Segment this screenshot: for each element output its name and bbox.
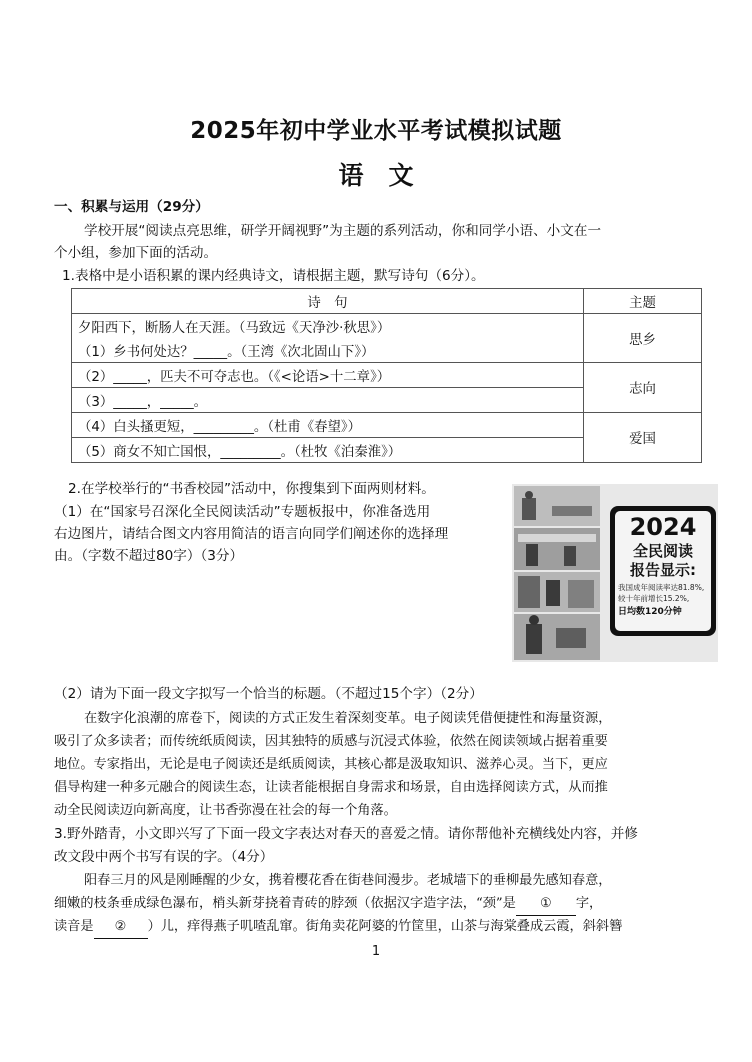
col-header-poem: 诗 句 bbox=[72, 289, 584, 314]
exam-title: 2025年初中学业水平考试模拟试题 bbox=[190, 118, 562, 144]
theme-cell-homesick: 思乡 bbox=[584, 314, 702, 363]
poem-cell: （5）商女不知亡国恨，_________。（杜牧《泊秦淮》） bbox=[72, 438, 584, 463]
q3-passage-line1: 阳春三月的风是刚睡醒的少女，携着樱花香在街巷间漫步。老城墙下的垂柳最先感知春意， bbox=[84, 873, 612, 888]
section-heading: 一、积累与运用（29分） bbox=[54, 199, 209, 215]
col-header-theme: 主题 bbox=[584, 289, 702, 314]
q3-passage-line3 bbox=[54, 915, 622, 939]
q2-stem: 2.在学校举行的“书香校园”活动中，你搜集到下面两则材料。 bbox=[68, 481, 435, 497]
poem-table bbox=[71, 288, 702, 463]
section-intro-line1: 学校开展“阅读点亮思维，研学开阔视野”为主题的系列活动，你和同学小语、小文在一 bbox=[84, 223, 602, 239]
q2-part1-line3: 由。（字数不超过80字）（3分） bbox=[54, 548, 244, 564]
q3-stem-line1: 3.野外踏青，小文即兴写了下面一段文字表达对春天的喜爱之情。请你帮他补充横线处内容，并修 bbox=[54, 826, 638, 842]
subject-title: 语 文 bbox=[338, 161, 414, 190]
poster-detail-1: 我国成年阅读率达81.8%, bbox=[618, 583, 705, 592]
passage-line: 在数字化浪潮的席卷下，阅读的方式正发生着深刻变革。电子阅读凭借便捷性和海量资源， bbox=[84, 711, 612, 726]
section-intro-line2: 个小组，参加下面的活动。 bbox=[54, 245, 218, 261]
q3-passage-line2 bbox=[54, 892, 602, 916]
q3-passage-text: 字， bbox=[575, 896, 603, 911]
passage-line: 吸引了众多读者；而传统纸质阅读，因其独特的质感与沉浸式体验，依然在阅读领域占据着重要 bbox=[54, 734, 608, 749]
passage-line: 倡导构建一种多元融合的阅读生态，让读者能根据自身需求和场景，自由选择阅读方式，从而推 bbox=[54, 780, 608, 795]
poster-detail-2: 较十年前增长15.2%, bbox=[618, 594, 690, 603]
poem-cell: （3）_____，_____。 bbox=[72, 388, 584, 413]
poem-cell: （4）白头搔更短，_________。（杜甫《春望》） bbox=[72, 413, 584, 438]
poem-cell: （2）_____，匹夫不可夺志也。（《<论语>十二章》） bbox=[72, 363, 584, 388]
q2-part1-line1: （1）在“国家号召深化全民阅读活动”专题板报中，你准备选用 bbox=[54, 504, 431, 520]
q3-passage-text: 读音是 bbox=[54, 919, 94, 934]
theme-cell-patriotism: 爱国 bbox=[584, 413, 702, 463]
q3-passage-text: ）儿，痒得燕子叽喳乱窜。街角卖花阿婆的竹筐里，山茶与海棠叠成云霞，斜斜簪 bbox=[147, 919, 623, 934]
q3-passage-text: 细嫩的枝条垂成绿色瀑布，梢头新芽挠着青砖的脖颈（依据汉字造字法，“颈”是 bbox=[54, 896, 516, 911]
q2-part2-stem: （2）请为下面一段文字拟写一个恰当的标题。（不超过15个字）（2分） bbox=[54, 686, 483, 702]
table-row bbox=[72, 363, 702, 388]
q3-stem-line2: 改文段中两个书写有误的字。（4分） bbox=[54, 849, 274, 865]
passage-line: 地位。专家指出，无论是电子阅读还是纸质阅读，其核心都是汲取知识、滋养心灵。当下，更应 bbox=[54, 757, 608, 772]
poster-headline-1: 全民阅读 bbox=[632, 542, 693, 560]
poster-headline-2: 报告显示: bbox=[630, 561, 696, 579]
answer-blank-1[interactable]: ① bbox=[516, 892, 576, 916]
table-header-row bbox=[72, 289, 702, 314]
reading-poster-image bbox=[512, 484, 718, 662]
q1-stem: 1.表格中是小语积累的课内经典诗文，请根据主题，默写诗句（6分）。 bbox=[62, 268, 485, 284]
poem-cell: 夕阳西下，断肠人在天涯。（马致远《天净沙·秋思》） bbox=[72, 314, 584, 339]
q2-part1-line2: 右边图片，请结合图文内容用简洁的语言向同学们阐述你的选择理 bbox=[54, 526, 449, 542]
poem-cell: （1）乡书何处达？_____。（王湾《次北固山下》） bbox=[72, 338, 584, 363]
table-row bbox=[72, 413, 702, 438]
theme-cell-ambition: 志向 bbox=[584, 363, 702, 413]
passage-line: 动全民阅读迈向新高度，让书香弥漫在社会的每一个角落。 bbox=[54, 803, 397, 818]
answer-blank-2[interactable]: ② bbox=[94, 915, 148, 939]
table-row bbox=[72, 314, 702, 339]
poster-year: 2024 bbox=[629, 513, 697, 541]
page-number: 1 bbox=[371, 944, 381, 959]
poster-detail-3: 日均数120分钟 bbox=[618, 607, 682, 617]
